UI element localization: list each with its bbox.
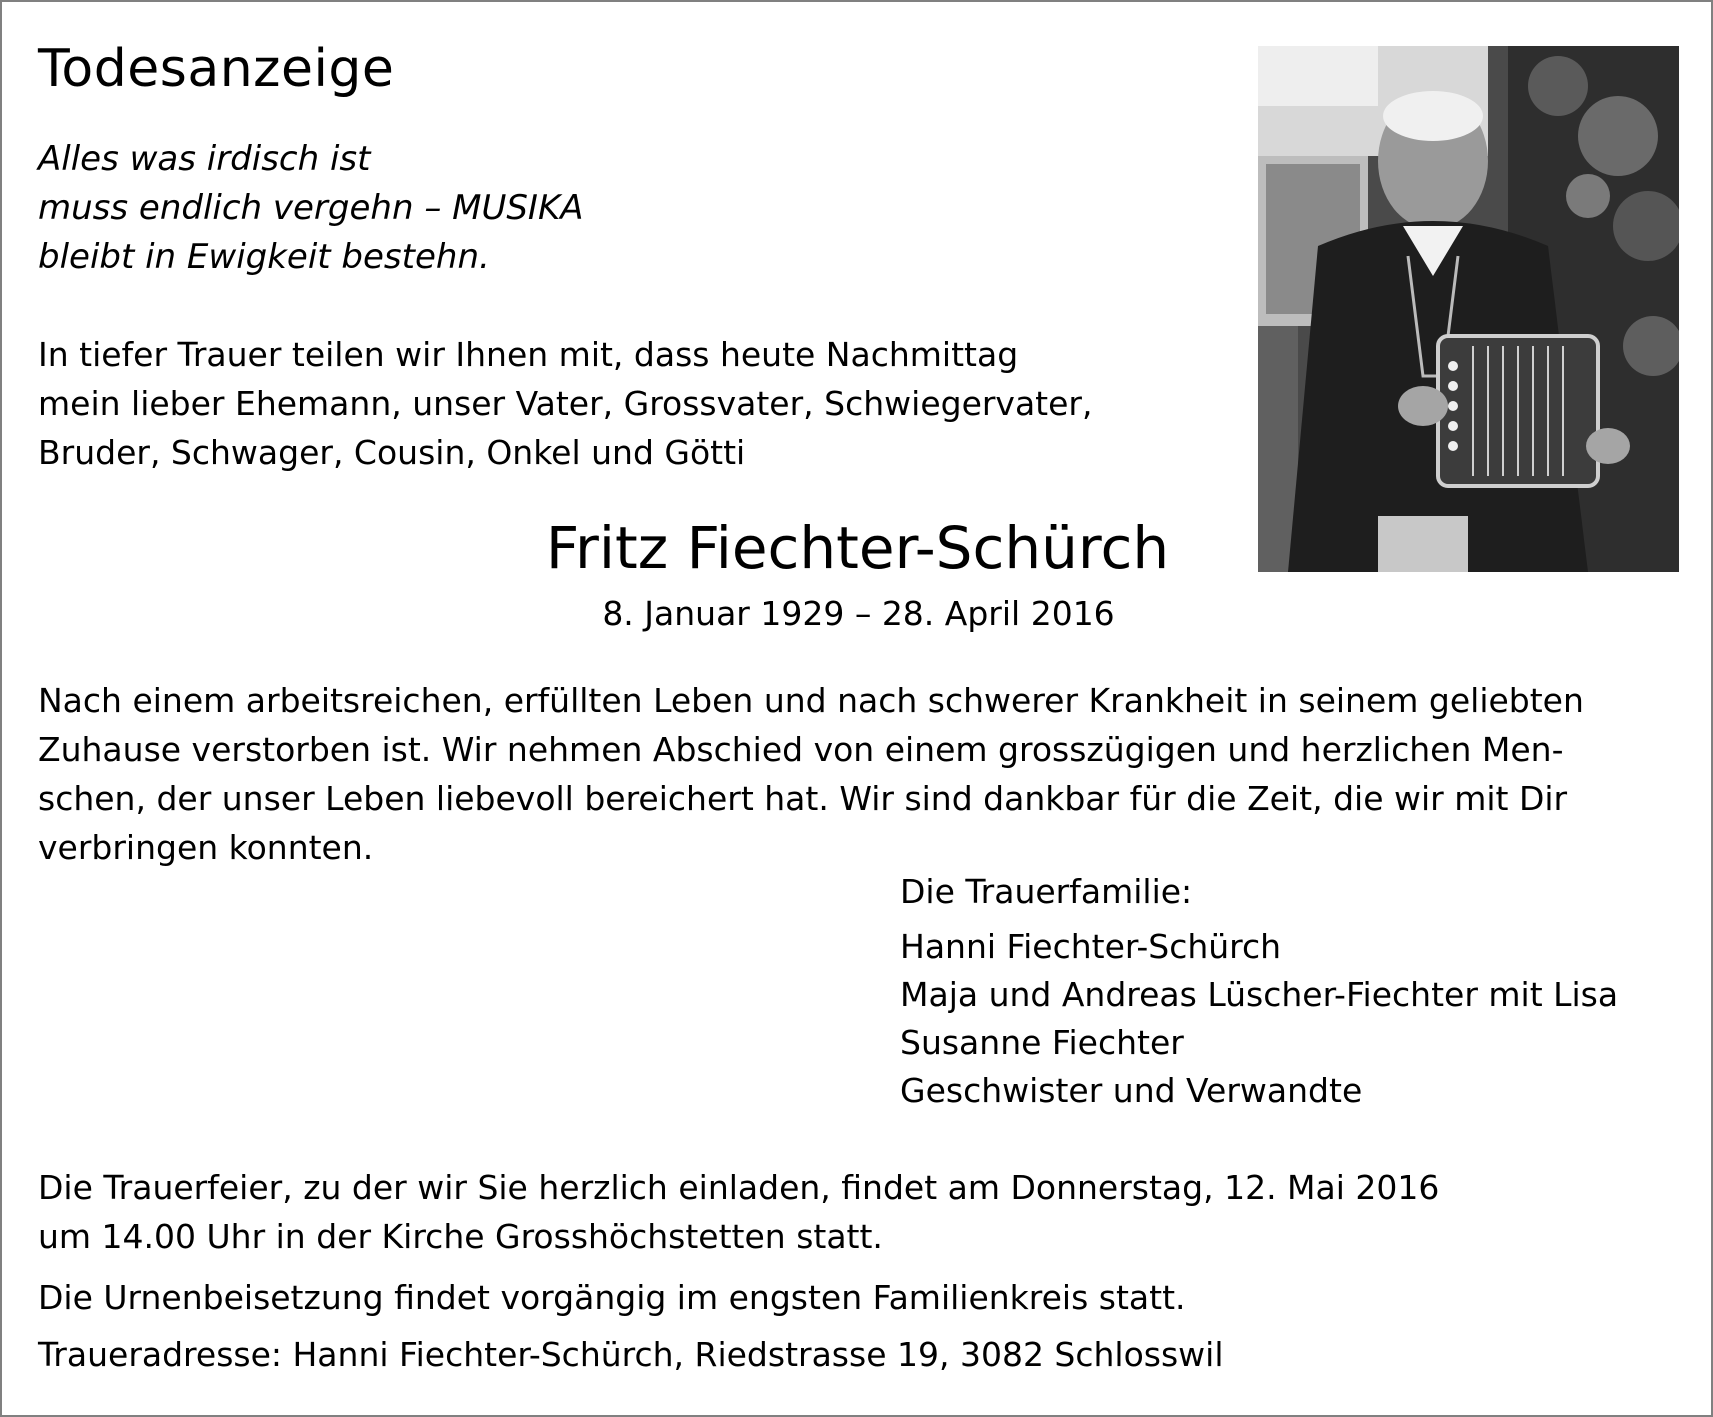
deceased-name xyxy=(2,514,1713,582)
mourning-address: Traueradresse: Hanni Fiechter-Schürch, Riedstrasse 19, 3082 Schlosswil xyxy=(38,1335,1224,1374)
body-line: schen, der unser Leben liebevoll bereichert hat. Wir sind dankbar für die Zeit, die wir mit Dir xyxy=(38,779,1568,818)
family-member: Maja und Andreas Lüscher-Fiechter mit Lisa xyxy=(900,975,1619,1014)
urn-burial-info: Die Urnenbeisetzung findet vorgängig im engsten Familienkreis statt. xyxy=(38,1278,1186,1317)
intro-line: Bruder, Schwager, Cousin, Onkel und Götti xyxy=(38,433,746,472)
family-title: Die Trauerfamilie: xyxy=(900,872,1193,911)
verse xyxy=(38,135,584,282)
family-member: Susanne Fiechter xyxy=(900,1023,1184,1062)
portrait-photo xyxy=(1258,46,1679,572)
ceremony-line: Die Trauerfeier, zu der wir Sie herzlich einladen, findet am Donnerstag, 12. Mai 2016 xyxy=(38,1168,1440,1207)
verse-line: Alles was irdisch ist xyxy=(38,139,371,179)
verse-line: muss endlich vergehn – MUSIKA xyxy=(38,188,584,228)
body-line: Zuhause verstorben ist. Wir nehmen Abschied von einem grosszügigen und herzlichen Men- xyxy=(38,730,1564,769)
notice-heading: Todesanzeige xyxy=(38,39,395,99)
family-member: Hanni Fiechter-Schürch xyxy=(900,927,1282,966)
body-line: verbringen konnten. xyxy=(38,828,374,867)
ceremony-line: um 14.00 Uhr in der Kirche Grosshöchstetten statt. xyxy=(38,1217,883,1256)
intro-paragraph xyxy=(38,330,1093,477)
verse-line: bleibt in Ewigkeit bestehn. xyxy=(38,237,490,277)
ceremony-info xyxy=(38,1163,1439,1261)
intro-line: mein lieber Ehemann, unser Vater, Grossvater, Schwiegervater, xyxy=(38,384,1093,423)
family-member: Geschwister und Verwandte xyxy=(900,1071,1363,1110)
intro-line: In tiefer Trauer teilen wir Ihnen mit, dass heute Nachmittag xyxy=(38,335,1019,374)
deceased-name-text: Fritz Fiechter-Schürch xyxy=(545,514,1170,582)
family-list xyxy=(900,923,1618,1115)
portrait-photo-icon xyxy=(1258,46,1679,572)
body-paragraph xyxy=(38,676,1584,872)
life-dates: 8. Januar 1929 – 28. April 2016 xyxy=(602,594,1115,633)
body-line: Nach einem arbeitsreichen, erfüllten Leben und nach schwerer Krankheit in seinem geliebten xyxy=(38,681,1584,720)
